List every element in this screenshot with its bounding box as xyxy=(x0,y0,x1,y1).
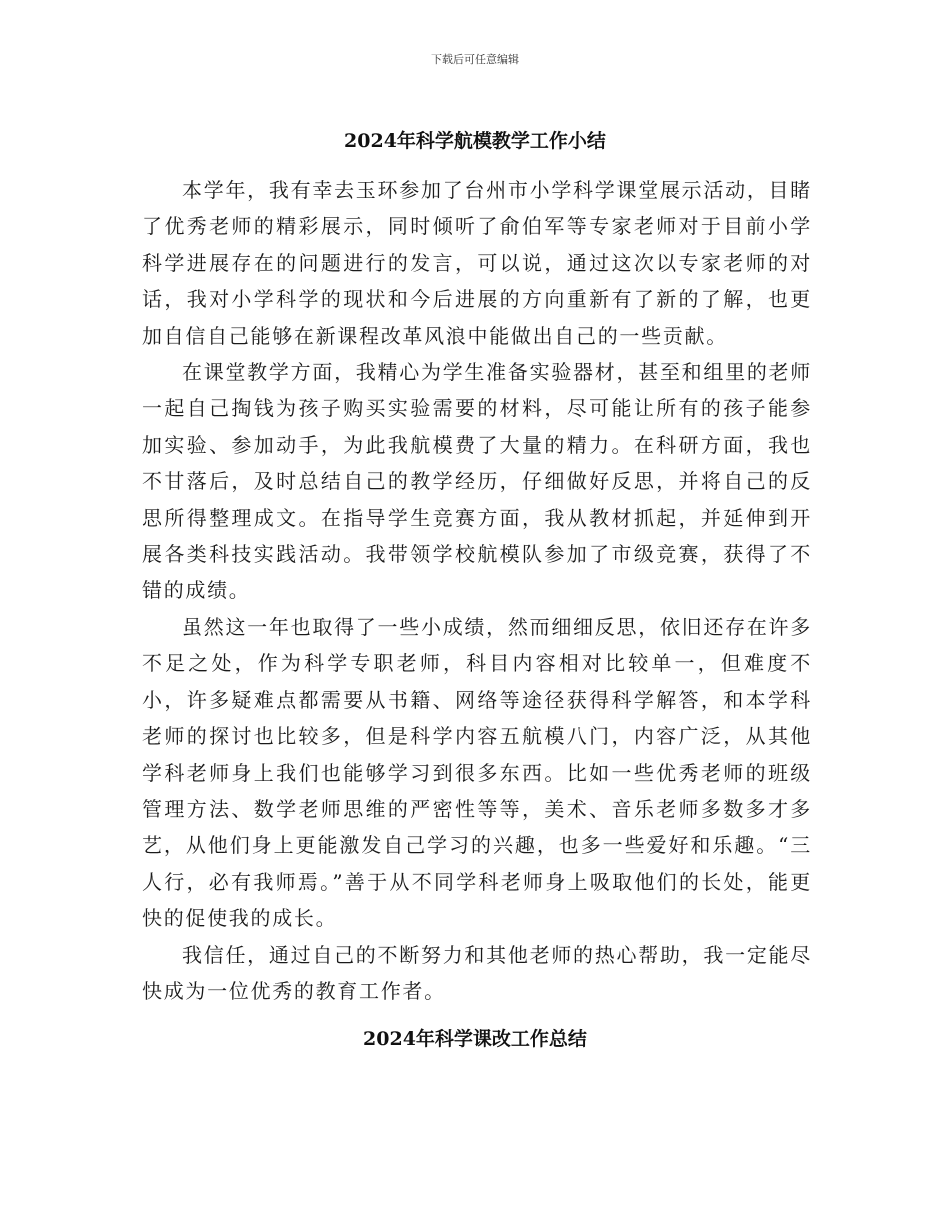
document-body xyxy=(142,172,812,1009)
paragraph: 本学年，我有幸去玉环参加了台州市小学科学课堂展示活动，目睹了优秀老师的精彩展示，同时倾听了俞伯军等专家老师对于目前小学科学进展存在的问题进行的发言，可以说，通过这次以专家老师的对话，我对小学科学的现状和今后进展的方向重新有了新的了解，也更加自信自己能够在新课程改革风浪中能做出自己的一些贡献。 xyxy=(142,178,812,348)
paragraph: 在课堂教学方面，我精心为学生准备实验器材，甚至和组里的老师一起自己掏钱为孩子购买实验需要的材料，尽可能让所有的孩子能参加实验、参加动手，为此我航模费了大量的精力。在科研方面，我也不甘落后，及时总结自己的教学经历，仔细做好反思，并将自己的反思所得整理成文。在指导学生竞赛方面，我从教材抓起，并延伸到开展各类科技实践活动。我带领学校航模队参加了市级竞赛，获得了不错的成绩。 xyxy=(142,360,812,603)
document-title: 2024年科学航模教学工作小结 xyxy=(344,130,606,152)
header-note: 下载后可任意编辑 xyxy=(431,53,519,66)
next-section-title: 2024年科学课改工作总结 xyxy=(363,1028,587,1050)
paragraph: 虽然这一年也取得了一些小成绩，然而细细反思，依旧还存在许多不足之处，作为科学专职老师，科目内容相对比较单一，但难度不小，许多疑难点都需要从书籍、网络等途径获得科学解答，和本学科老师的探讨也比较多，但是科学内容五航模八门，内容广泛，从其他学科老师身上我们也能够学习到很多东西。比如一些优秀老师的班级管理方法、数学老师思维的严密性等等，美术、音乐老师多数多才多艺，从他们身上更能激发自己学习的兴趣，也多一些爱好和乐趣。“三人行，必有我师焉。”善于从不同学科老师身上吸取他们的长处，能更快的促使我的成长。 xyxy=(142,614,812,931)
paragraph: 我信任，通过自己的不断努力和其他老师的热心帮助，我一定能尽快成为一位优秀的教育工作者。 xyxy=(142,942,812,1003)
